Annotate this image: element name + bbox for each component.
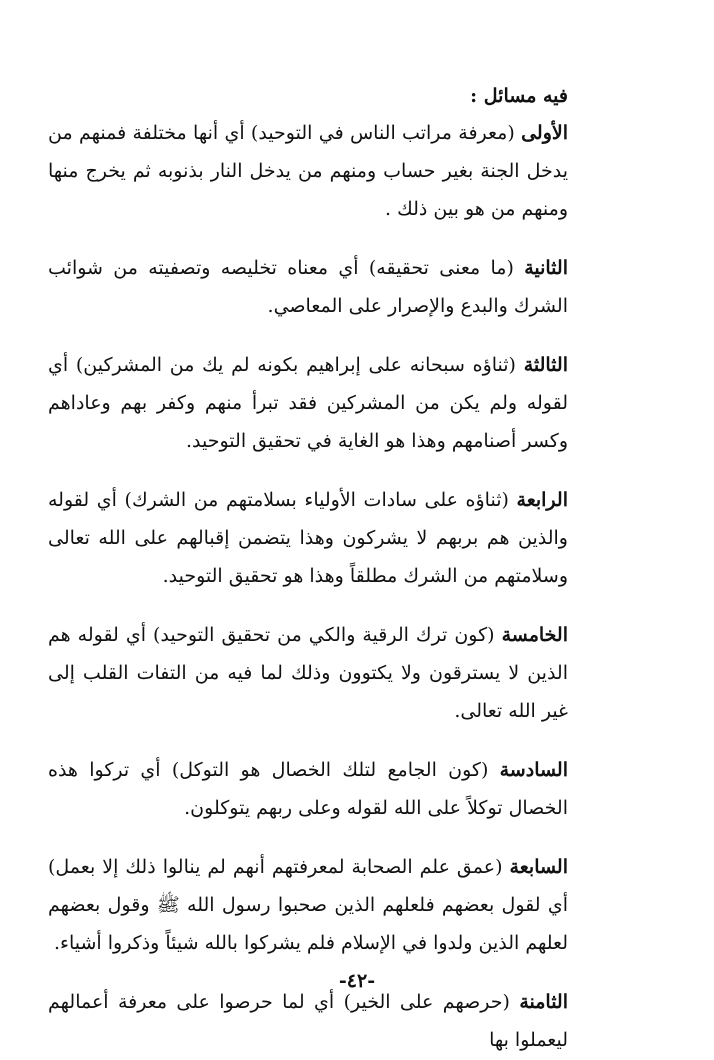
paragraph-label: الثامنة — [519, 991, 568, 1013]
paragraph-label: السادسة — [499, 759, 568, 781]
paragraph-text: (كون الجامع لتلك الخصال هو التوكل) أي تركوا هذه الخصال توكلاً على الله لقوله وعلى ربهم يتوكلون. — [48, 759, 568, 819]
paragraph-label: الثالثة — [523, 354, 568, 376]
paragraph-2 — [48, 249, 568, 325]
paragraph-label: الأولى — [521, 122, 568, 144]
paragraph-1 — [48, 114, 568, 228]
paragraph-7 — [48, 848, 568, 962]
paragraph-4 — [48, 481, 568, 595]
paragraph-text: (ما معنى تحقيقه) أي معناه تخليصه وتصفيته من شوائب الشرك والبدع والإصرار على المعاصي. — [48, 257, 568, 317]
paragraph-text: (عمق علم الصحابة لمعرفتهم أنهم لم ينالوا ذلك إلا بعمل) أي لقول بعضهم فلعلهم الذين صحبوا رسول الله ﷺ وقول بعضهم لعلهم الذين ولدوا في الإسلام فلم يشركوا بالله شيئاً وذكروا أشياء. — [48, 856, 568, 954]
paragraph-text: (ثناؤه سبحانه على إبراهيم بكونه لم يك من المشركين) أي لقوله ولم يكن من المشركين فقد تبرأ منهم وكفر بهم وعاداهم وكسر أصنامهم وهذا هو الغاية في تحقيق التوحيد. — [48, 354, 568, 452]
paragraph-label: الرابعة — [516, 489, 568, 511]
paragraph-text: (حرصهم على الخير) أي لما حرصوا على معرفة أعمالهم ليعملوا بها — [48, 991, 568, 1051]
paragraph-8 — [48, 983, 568, 1059]
paragraph-3 — [48, 346, 568, 460]
paragraph-label: السابعة — [509, 856, 568, 878]
page-number: -٤٢- — [338, 970, 376, 992]
paragraph-text: (معرفة مراتب الناس في التوحيد) أي أنها مختلفة فمنهم من يدخل الجنة بغير حساب ومنهم من يدخل النار بذنوبه ثم يخرج منها ومنهم من هو بين ذلك . — [48, 122, 568, 220]
page-body — [48, 78, 568, 1060]
paragraph-6 — [48, 751, 568, 827]
paragraph-5 — [48, 616, 568, 730]
paragraph-text: (ثناؤه على سادات الأولياء بسلامتهم من الشرك) أي لقوله والذين هم بربهم لا يشركون وهذا يتضمن إقبالهم على الله تعالى وسلامتهم من الشرك مطلقاً وهذا هو تحقيق التوحيد. — [48, 489, 568, 587]
paragraph-text: (كون ترك الرقية والكي من تحقيق التوحيد) أي لقوله هم الذين لا يسترقون ولا يكتوون وذلك لما فيه من التفات القلب إلى غير الله تعالى. — [48, 624, 568, 722]
paragraph-label: الثانية — [524, 257, 568, 279]
paragraph-label: الخامسة — [501, 624, 568, 646]
section-heading: فيه مسائل : — [470, 85, 568, 107]
